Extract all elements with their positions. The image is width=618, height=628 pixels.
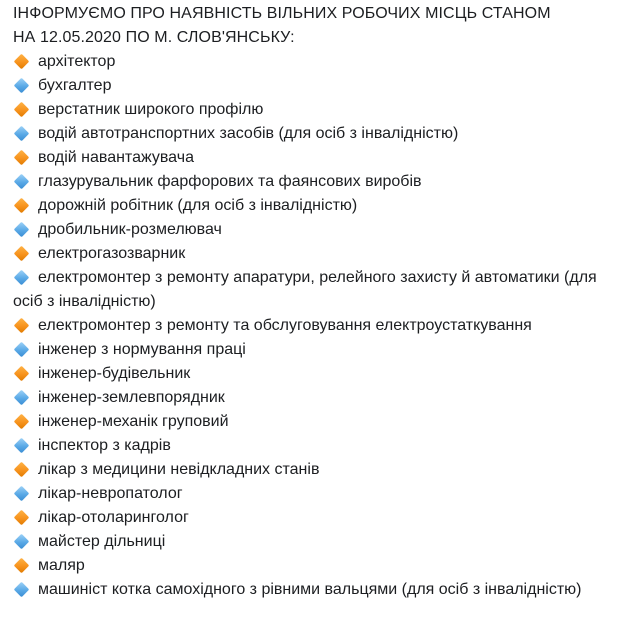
list-item: [13, 458, 613, 482]
vacancy-post: [13, 0, 613, 602]
vacancy-label: машиніст котка самохідного з рівними вальцями (для осіб з інвалідністю): [38, 581, 582, 598]
list-item: [13, 314, 613, 338]
vacancy-list: [13, 50, 613, 602]
orange-diamond-icon: [14, 509, 30, 525]
blue-diamond-icon: [14, 341, 30, 357]
vacancy-label: архітектор: [38, 53, 116, 70]
orange-diamond-icon: [14, 557, 30, 573]
vacancy-label: водій автотранспортних засобів (для осіб з інвалідністю): [38, 125, 459, 142]
list-item: [13, 242, 613, 266]
heading-line-2: НА 12.05.2020 ПО М. СЛОВ'ЯНСЬКУ:: [13, 29, 295, 46]
vacancy-label: дорожній робітник (для осіб з інвалідністю): [38, 197, 358, 214]
orange-diamond-icon: [14, 365, 30, 381]
list-item: [13, 434, 613, 458]
blue-diamond-icon: [14, 485, 30, 501]
orange-diamond-icon: [14, 197, 30, 213]
vacancy-label: інженер-землевпорядник: [38, 389, 225, 406]
vacancy-label: електрогазозварник: [38, 245, 186, 262]
list-item: [13, 50, 613, 74]
list-item: [13, 74, 613, 98]
blue-diamond-icon: [14, 533, 30, 549]
list-item: [13, 362, 613, 386]
vacancy-label: верстатник широкого профілю: [38, 101, 264, 118]
list-item: [13, 578, 613, 602]
list-item: [13, 386, 613, 410]
vacancy-label: лікар-отоларинголог: [38, 509, 189, 526]
list-item: [13, 506, 613, 530]
heading-line-1: ІНФОРМУЄМО ПРО НАЯВНІСТЬ ВІЛЬНИХ РОБОЧИХ МІСЦЬ СТАНОМ: [13, 5, 551, 22]
list-item: [13, 194, 613, 218]
vacancy-label: інженер-механік груповий: [38, 413, 229, 430]
vacancy-label: інженер з нормування праці: [38, 341, 246, 358]
vacancy-label: лікар з медицини невідкладних станів: [38, 461, 320, 478]
list-item: [13, 338, 613, 362]
vacancy-label: майстер дільниці: [38, 533, 166, 550]
blue-diamond-icon: [14, 173, 30, 189]
list-item: [13, 554, 613, 578]
list-item: [13, 482, 613, 506]
blue-diamond-icon: [14, 125, 30, 141]
blue-diamond-icon: [14, 269, 30, 285]
orange-diamond-icon: [14, 101, 30, 117]
orange-diamond-icon: [14, 245, 30, 261]
list-item: [13, 122, 613, 146]
vacancy-label: лікар-невропатолог: [38, 485, 183, 502]
orange-diamond-icon: [14, 461, 30, 477]
blue-diamond-icon: [14, 437, 30, 453]
list-item: [13, 530, 613, 554]
orange-diamond-icon: [14, 53, 30, 69]
blue-diamond-icon: [14, 389, 30, 405]
blue-diamond-icon: [14, 77, 30, 93]
list-item: [13, 98, 613, 122]
vacancy-label: інженер-будівельник: [38, 365, 191, 382]
orange-diamond-icon: [14, 413, 30, 429]
vacancy-label: глазурувальник фарфорових та фаянсових виробів: [38, 173, 422, 190]
orange-diamond-icon: [14, 149, 30, 165]
vacancy-label: маляр: [38, 557, 85, 574]
post-heading: [13, 0, 613, 50]
vacancy-label: дробильник-розмелювач: [38, 221, 222, 238]
vacancy-label: електромонтер з ремонту та обслуговування електроустаткування: [38, 317, 532, 334]
list-item: [13, 410, 613, 434]
vacancy-label: інспектор з кадрів: [38, 437, 171, 454]
list-item: [13, 146, 613, 170]
blue-diamond-icon: [14, 221, 30, 237]
list-item: [13, 170, 613, 194]
vacancy-label: бухгалтер: [38, 77, 112, 94]
vacancy-label: водій навантажувача: [38, 149, 194, 166]
orange-diamond-icon: [14, 317, 30, 333]
list-item: [13, 266, 613, 314]
blue-diamond-icon: [14, 581, 30, 597]
list-item: [13, 218, 613, 242]
vacancy-label: електромонтер з ремонту апаратури, релейного захисту й автоматики (для осіб з інвалідністю): [13, 269, 597, 310]
